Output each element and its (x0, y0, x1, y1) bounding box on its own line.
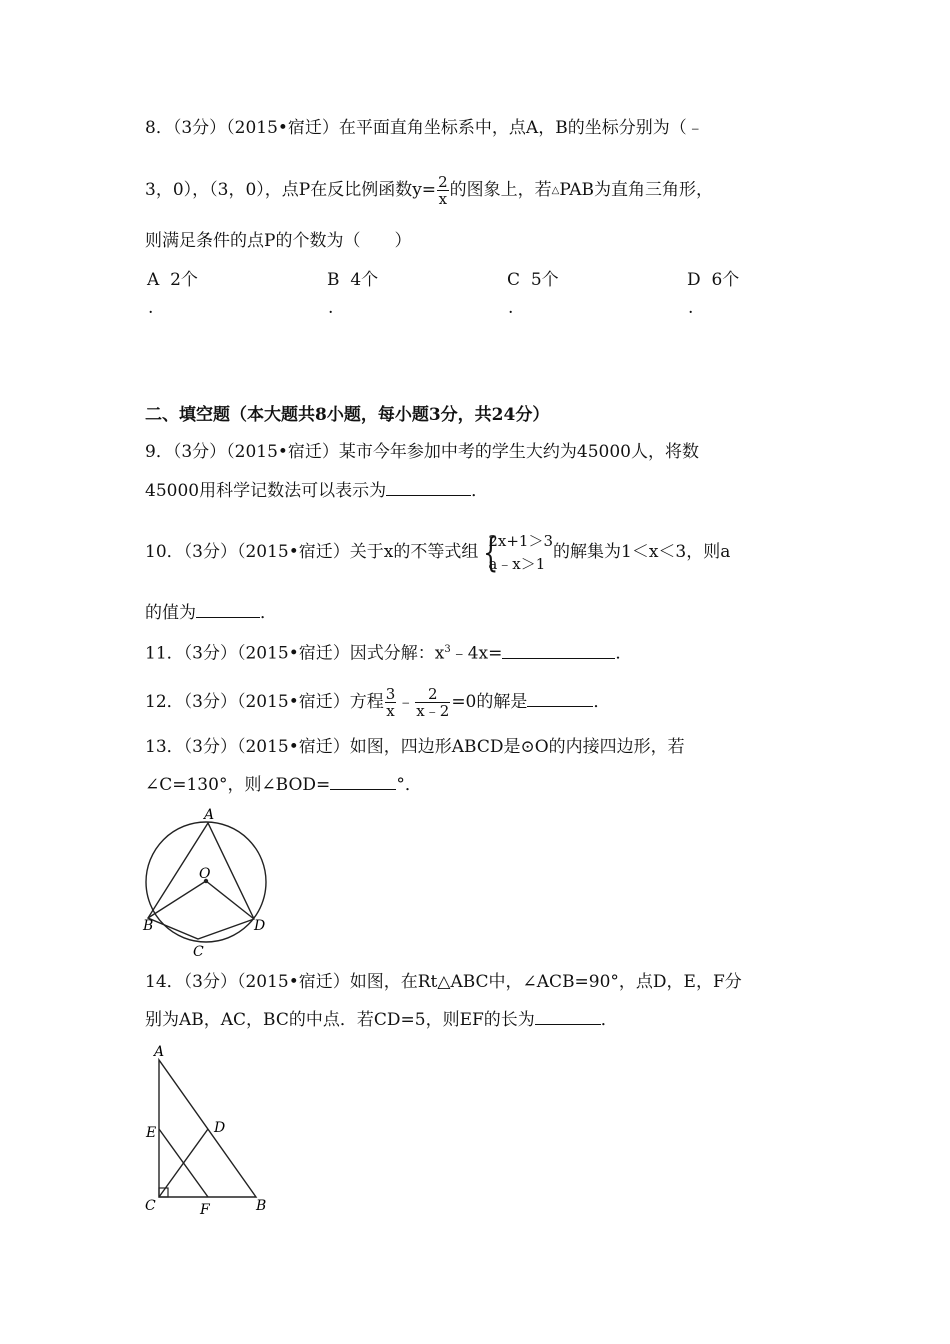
q10-inequality-system (478, 530, 553, 576)
option-a-dot: . (148, 298, 154, 318)
q14-line2 (145, 1008, 618, 1032)
q14-end: ． (600, 1010, 618, 1030)
q12-fraction-2 (415, 686, 450, 719)
label-a: A (154, 1044, 165, 1060)
option-b-dot: . (328, 298, 334, 318)
q9-line1: 9．（3分）（2015•宿迁）某市今年参加中考的学生大约为45000人，将数 (145, 442, 700, 462)
option-letter: D (687, 270, 701, 290)
q11-line (145, 638, 632, 666)
q14-triangle-figure (140, 1040, 280, 1220)
q12-f1-den: x (386, 702, 395, 720)
segment-ob (148, 881, 206, 918)
q9-answer-blank[interactable] (386, 479, 471, 496)
q8-line2-a: 3，0），（3，0），点P在反比例函数 (145, 180, 413, 200)
q8-frac-num: 2 (438, 173, 448, 191)
q12-end: ． (593, 692, 611, 712)
q10-line2-text: 的值为 (145, 603, 196, 623)
label-c: C (193, 944, 204, 960)
label-a: A (204, 807, 215, 823)
q12-line (145, 686, 610, 719)
q11-mid: ﹣4x= (450, 643, 503, 664)
q12-f2-num: 2 (415, 686, 450, 703)
q10-end: ． (260, 603, 277, 623)
q8-y: y= (412, 180, 437, 200)
q10-pre: 10．（3分）（2015•宿迁）关于x的不等式组 (145, 542, 479, 562)
label-c: C (145, 1198, 156, 1214)
label-f: F (200, 1202, 210, 1218)
label-d: D (254, 918, 266, 934)
q12-post: =0的解是 (451, 692, 528, 712)
q10-line2 (145, 601, 277, 625)
q11-answer-blank[interactable] (502, 642, 615, 659)
q10-line1 (145, 526, 730, 578)
q13-circle-figure (138, 806, 273, 964)
label-o: O (199, 866, 211, 882)
label-e: E (146, 1125, 157, 1141)
q12-pre: 12．（3分）（2015•宿迁）方程 (145, 692, 384, 712)
q8-line2 (145, 174, 713, 207)
q13-end: °． (396, 775, 422, 795)
q14-line1: 14．（3分）（2015•宿迁）如图，在Rt△ABC中，∠ACB=90°，点D，E，F分 (145, 972, 742, 992)
label-d: D (214, 1120, 226, 1136)
q11-pre: 11．（3分）（2015•宿迁）因式分解：x (145, 643, 445, 664)
q8-frac-den: x (438, 190, 448, 208)
q8-line1: 8．（3分）（2015•宿迁）在平面直角坐标系中，点A，B的坐标分别为（﹣ (145, 118, 704, 138)
option-text: 5个 (530, 270, 559, 290)
q12-fraction-1 (385, 686, 397, 719)
label-b: B (256, 1198, 267, 1214)
q8-option-d[interactable] (687, 265, 739, 290)
q11-end: ． (615, 643, 633, 664)
q14-answer-blank[interactable] (535, 1008, 601, 1025)
q14-text: 别为AB，AC，BC的中点．若CD=5，则EF的长为 (145, 1010, 535, 1030)
q8-line2-c: PAB为直角三角形， (559, 180, 713, 200)
option-d-dot: . (688, 298, 694, 318)
q13-answer-blank[interactable] (330, 773, 396, 790)
option-text: 4个 (350, 270, 379, 290)
q12-minus: ﹣ (397, 692, 415, 712)
q13-line1: 13．（3分）（2015•宿迁）如图，四边形ABCD是⊙O的内接四边形，若 (145, 737, 685, 757)
q12-f2-den: x﹣2 (416, 702, 450, 720)
q9-end: ． (471, 481, 489, 501)
option-c-dot: . (508, 298, 514, 318)
brace-icon: { (483, 529, 499, 576)
q8-fraction (437, 174, 449, 207)
q8-option-b[interactable] (327, 265, 378, 290)
segment-od (206, 881, 254, 919)
q12-f1-num: 3 (385, 685, 396, 703)
q8-option-a[interactable] (147, 265, 198, 290)
option-letter: C (507, 270, 521, 290)
option-letter: A (147, 270, 160, 290)
q10-answer-blank[interactable] (196, 601, 260, 618)
q8-line3: 则满足条件的点P的个数为（ ） (145, 231, 412, 251)
option-letter: B (327, 270, 340, 290)
q13-text: ∠C=130°，则∠BOD= (145, 775, 331, 795)
q10-post: 的解集为1＜x＜3，则a (553, 542, 731, 562)
q11-exponent: 3 (444, 644, 451, 655)
q8-line2-b: 的图象上，若 (449, 180, 552, 200)
section-heading: 二、填空题（本大题共8小题，每小题3分，共24分） (145, 405, 550, 425)
q9-line2 (145, 479, 488, 503)
label-b: B (143, 918, 154, 934)
q8-option-c[interactable] (507, 265, 559, 290)
option-text: 2个 (170, 270, 198, 290)
q13-line2 (145, 773, 422, 797)
q10-ineq1: 2x+1＞3 (488, 531, 553, 550)
q12-answer-blank[interactable] (527, 690, 593, 707)
q8-triangle-symbol: △ (551, 185, 560, 196)
q9-text: 45000用科学记数法可以表示为 (145, 481, 387, 501)
option-text: 6个 (711, 270, 740, 290)
q10-ineq2: a﹣x＞1 (488, 554, 546, 573)
